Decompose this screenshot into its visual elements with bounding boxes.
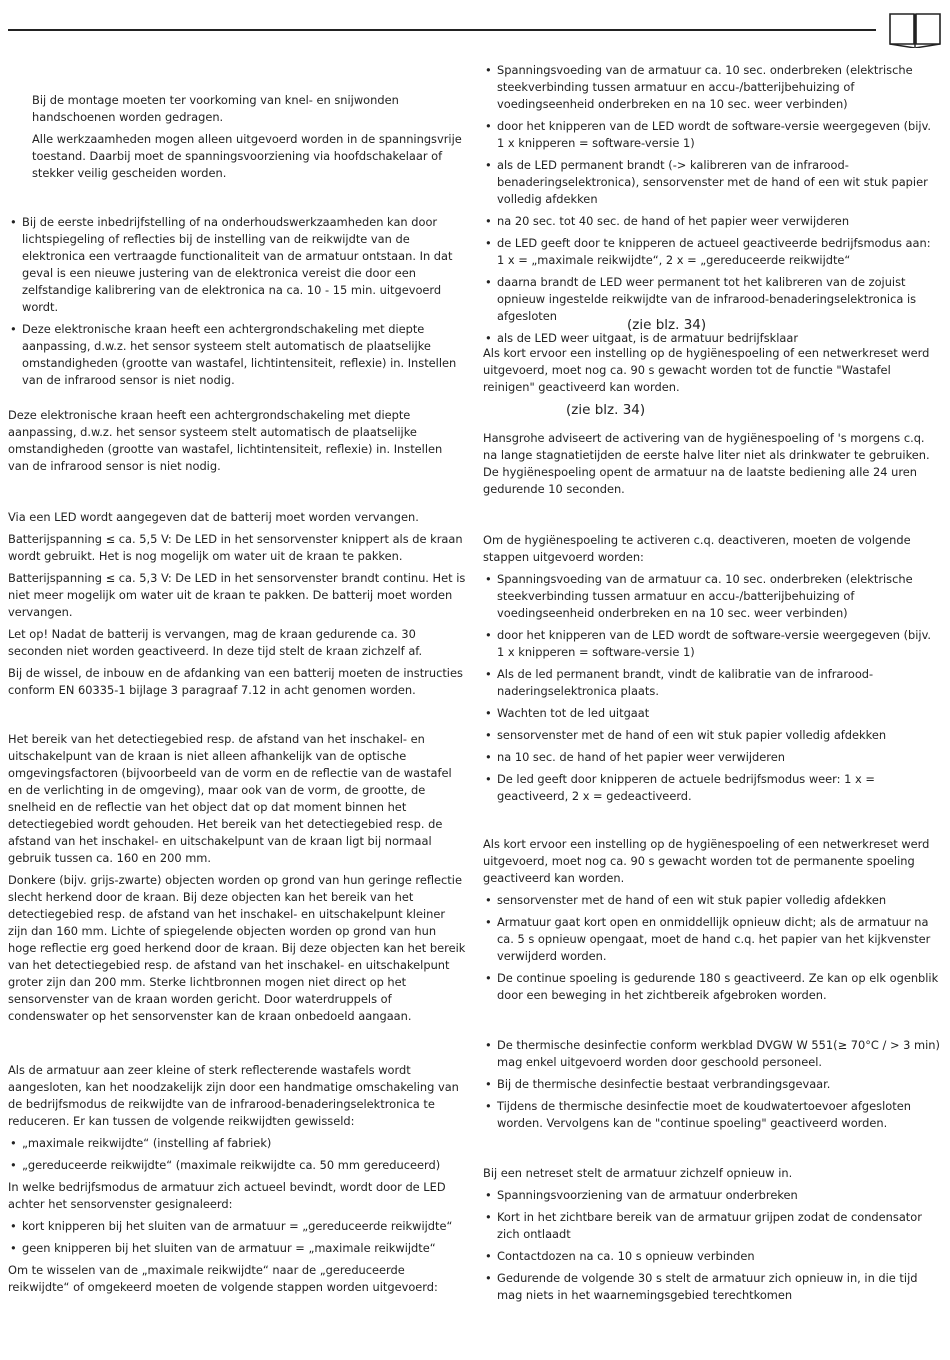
list-item: • als de LED weer uitgaat, is de armatuur bedrijfsklaar xyxy=(483,330,941,347)
list-item: • de LED geeft door te knipperen de actueel geactiveerde bedrijfsmodus aan: 1 x = „maximale reikwijdte“, 2 x = „gereduceerde reikwijdte“ xyxy=(483,235,941,269)
range-section xyxy=(8,1062,466,1301)
list-item: • door het knipperen van de LED wordt de software-versie weergegeven (bijv. 1 x knipperen = software-versie 1) xyxy=(483,118,941,152)
list-item: • Bij de thermische desinfectie bestaat verbrandingsgevaar. xyxy=(483,1076,941,1093)
reset-intro: Bij een netreset stelt de armatuur zichzelf opnieuw in. xyxy=(483,1166,793,1180)
range-switch-text: Om te wisselen van de „maximale reikwijdte“ naar de „gereduceerde reikwijdte“ of omgekeerd moeten de volgende stappen worden uitgevoerd: xyxy=(8,1263,438,1294)
list-item: • geen knipperen bij het sluiten van de armatuur = „maximale reikwijdte“ xyxy=(8,1240,466,1257)
range-steps-list xyxy=(483,62,941,352)
book-icon xyxy=(887,8,943,48)
list-item: • kort knipperen bij het sluiten van de armatuur = „gereduceerde reikwijdte“ xyxy=(8,1218,466,1235)
reset-section xyxy=(483,1165,941,1309)
list-item: • na 10 sec. de hand of het papier weer verwijderen xyxy=(483,749,941,766)
hygiene-advice-section xyxy=(483,430,941,503)
continuous-intro: Als kort ervoor een instelling op de hygiënespoeling of een netwerkreset werd uitgevoerd, moet nog ca. 90 s gewacht worden tot de permanente spoeling geactiveerd kan worden. xyxy=(483,837,930,885)
list-item: • door het knipperen van de LED wordt de software-versie weergegeven (bijv. 1 x knipperen = software-versie 1) xyxy=(483,627,941,661)
list-item: • daarna brandt de LED weer permanent tot het kalibreren van de zojuist opnieuw ingestelde reikwijdte van de infrarood-benaderingselektronica is afgesloten xyxy=(483,274,941,325)
hygiene-intro: Om de hygiënespoeling te activeren c.q. deactiveren, moeten de volgende stappen uitgevoerd worden: xyxy=(483,533,911,564)
list-item: • Deze elektronische kraan heeft een achtergrondschakeling met diepte aanpassing, d.w.z. het sensor systeem stelt automatisch de plaatselijke omstandigheden (grootte van wastafel, lichtintensiteit, reflexie) in. Instellen van de infrarood sensor is niet nodig. xyxy=(8,321,466,389)
continuous-steps-list xyxy=(483,892,941,1004)
battery-text: Batterijspanning ≤ ca. 5,3 V: De LED in het sensorvenster brandt continu. Het is niet meer mogelijk om water uit de kraan te pakken. De batterij moet worden vervangen. xyxy=(8,571,466,619)
thermal-list xyxy=(483,1037,941,1137)
function-section xyxy=(8,407,466,480)
clean-section xyxy=(483,345,941,401)
list-item: • sensorvenster met de hand of een wit stuk papier volledig afdekken xyxy=(483,892,941,909)
range-led-list xyxy=(8,1218,466,1257)
continuous-section xyxy=(483,836,941,1009)
list-item: • Wachten tot de led uitgaat xyxy=(483,705,941,722)
list-item: • De continue spoeling is gedurende 180 s geactiveerd. Ze kan op elk ogenblik door een beweging in het zichtbereik afgebroken worden. xyxy=(483,970,941,1004)
list-item: • De led geeft door knipperen de actuele bedrijfsmodus weer: 1 x = geactiveerd, 2 x = gedeactiveerd. xyxy=(483,771,941,805)
list-item: • als de LED permanent brandt (-> kalibreren van de infrarood-benaderingselektronica), sensorvenster met de hand of een wit stuk papier volledig afdekken xyxy=(483,157,941,208)
list-item: • Tijdens de thermische desinfectie moet de koudwatertoevoer afgesloten worden. Vervolgens kan de "continue spoeling" geactiveerd worden. xyxy=(483,1098,941,1132)
battery-text: Let op! Nadat de batterij is vervangen, mag de kraan gedurende ca. 30 seconden niet worden geactiveerd. In deze tijd stelt de kraan zichzelf af. xyxy=(8,627,423,658)
list-item: • Spanningsvoorziening van de armatuur onderbreken xyxy=(483,1187,941,1204)
function-text: Deze elektronische kraan heeft een achtergrondschakeling met diepte aanpassing, d.w.z. het sensor systeem stelt automatisch de plaatselijke omstandigheden (grootte van wastafel, lichtintensiteit, reflexie) in. Instellen van de infrarood sensor is niet nodig. xyxy=(8,408,443,473)
page-reference: (zie blz. 34) xyxy=(627,317,707,333)
hygiene-steps-list xyxy=(483,571,941,805)
list-item: • na 20 sec. tot 40 sec. de hand of het papier weer verwijderen xyxy=(483,213,941,230)
list-item: • De thermische desinfectie conform werkblad DVGW W 551(≥ 70°C / > 3 min) mag enkel uitgevoerd worden door geschoold personeel. xyxy=(483,1037,941,1071)
list-item: • Als de led permanent brandt, vindt de kalibratie van de infrarood-naderingselektronica plaats. xyxy=(483,666,941,700)
battery-section xyxy=(8,509,466,704)
notes-list xyxy=(8,214,466,394)
page-reference: (zie blz. 34) xyxy=(566,402,646,418)
list-item: • „maximale reikwijdte“ (instelling af fabriek) xyxy=(8,1135,466,1152)
list-item: • Kort in het zichtbare bereik van de armatuur grijpen zodat de condensator zich ontlaadt xyxy=(483,1209,941,1243)
list-item: • Gedurende de volgende 30 s stelt de armatuur zich opnieuw in, in die tijd mag niets in het waarnemingsgebied terechtkomen xyxy=(483,1270,941,1304)
list-item: • Spanningsvoeding van de armatuur ca. 10 sec. onderbreken (elektrische steekverbinding tussen armatuur en accu-/batterijbehuizing of voedingseenheid onderbreken en na 10 sec. weer verbinden) xyxy=(483,62,941,113)
detection-text: Donkere (bijv. grijs-zwarte) objecten worden op grond van hun geringe reflectie slecht herkend door de kraan. Bij deze objecten kan het bereik van het detectiegebied resp. de afstand van het inschakel- en uitschakelpunt kleiner zijn dan 160 mm. Lichte of spiegelende objecten worden op grond van hun hoge reflectie erg goed herkend door de kraan. Bij deze objecten kan het bereik van het detectiegebied resp. de afstand van het inschakel- en uitschakelpunt groter zijn dan 200 mm. Sterke lichtbronnen mogen niet direct op het sensorvenster van de kraan worden gericht. Door waterdruppels of condenswater op het sensorvenster kan de kraan onbedoeld aangaan. xyxy=(8,873,466,1023)
list-item: • Spanningsvoeding van de armatuur ca. 10 sec. onderbreken (elektrische steekverbinding tussen armatuur en accu-/batterijbehuizing of voedingseenheid onderbreken en na 10 sec. weer verbinden) xyxy=(483,571,941,622)
battery-text: Batterijspanning ≤ ca. 5,5 V: De LED in het sensorvenster knippert als de kraan wordt gebruikt. Het is nog mogelijk om water uit de kraan te pakken. xyxy=(8,532,463,563)
safety-power: Alle werkzaamheden mogen alleen uitgevoerd worden in de spanningsvrije toestand. Daarbij moet de spanningsvoorziening via hoofdschakelaar of stekker veilig gescheiden worden. xyxy=(32,132,462,180)
list-item: • „gereduceerde reikwijdte“ (maximale reikwijdte ca. 50 mm gereduceerd) xyxy=(8,1157,466,1174)
safety-gloves: Bij de montage moeten ter voorkoming van knel- en snijwonden handschoenen worden gedragen. xyxy=(32,93,399,124)
list-item: • sensorvenster met de hand of een wit stuk papier volledig afdekken xyxy=(483,727,941,744)
range-options-list xyxy=(8,1135,466,1174)
range-intro: Als de armatuur aan zeer kleine of sterk reflecterende wastafels wordt aangesloten, kan het noodzakelijk zijn door een handmatige omschakeling van de bedrijfsmodus de reikwijdte van de infrarood-benaderingselektronica te reduceren. Er kan tussen de volgende reikwijdten gewisseld: xyxy=(8,1063,459,1128)
hygiene-section xyxy=(483,532,941,810)
safety-section xyxy=(32,92,464,187)
range-mode-text: In welke bedrijfsmodus de armatuur zich actueel bevindt, wordt door de LED achter het sensorvenster gesignaleerd: xyxy=(8,1180,446,1211)
list-item: • Bij de eerste inbedrijfstelling of na onderhoudswerkzaamheden kan door lichtspiegeling of reflecties bij de instelling van de reikwijdte van de elektronica een vertraagde functionaliteit van de armatuur ontstaan. In dat geval is een nieuwe justering van de elektronica vereist die door een zelfstandige kalibrering van de elektronica na ca. 10 - 15 min. uitgevoerd wordt. xyxy=(8,214,466,316)
detection-text: Het bereik van het detectiegebied resp. de afstand van het inschakel- en uitschakelpunt van de kraan is niet alleen afhankelijk van de optische omgevingsfactoren (bijvoorbeeld van de vorm en de reflectie van de wastafel en de verlichting in de omgeving), maar ook van de vorm, de grootte, de snelheid en de reflectie van het object dat op dat moment binnen het detectiegebied wordt gehouden. Het bereik van het detectiegebied resp. de afstand van het inschakel- en uitschakelpunt van de kraan ligt bij normaal gebruik tussen ca. 160 en 200 mm. xyxy=(8,732,452,865)
list-item: • Armatuur gaat kort open en onmiddellijk opnieuw dicht; als de armatuur na ca. 5 s opnieuw opengaat, moet de hand c.q. het papier van het kijkvenster verwijderd worden. xyxy=(483,914,941,965)
header-rule xyxy=(8,29,876,31)
hygiene-advice-text: Hansgrohe adviseert de activering van de hygiënespoeling of 's morgens c.q. na lange stagnatietijden de eerste halve liter niet als drinkwater te gebruiken. De hygiënespoeling opent de armatuur na de laatste bediening alle 24 uren gedurende 10 seconden. xyxy=(483,431,930,496)
reset-steps-list xyxy=(483,1187,941,1304)
battery-text: Bij de wissel, de inbouw en de afdanking van een batterij moeten de instructies conform EN 60335-1 bijlage 3 paragraaf 7.12 in acht genomen worden. xyxy=(8,666,463,697)
battery-text: Via een LED wordt aangegeven dat de batterij moet worden vervangen. xyxy=(8,510,419,524)
detection-section xyxy=(8,731,466,1030)
clean-text: Als kort ervoor een instelling op de hygiënespoeling of een netwerkreset werd uitgevoerd, moet nog ca. 90 s gewacht worden tot de functie "Wastafel reinigen" geactiveerd kan worden. xyxy=(483,346,930,394)
list-item: • Contactdozen na ca. 10 s opnieuw verbinden xyxy=(483,1248,941,1265)
